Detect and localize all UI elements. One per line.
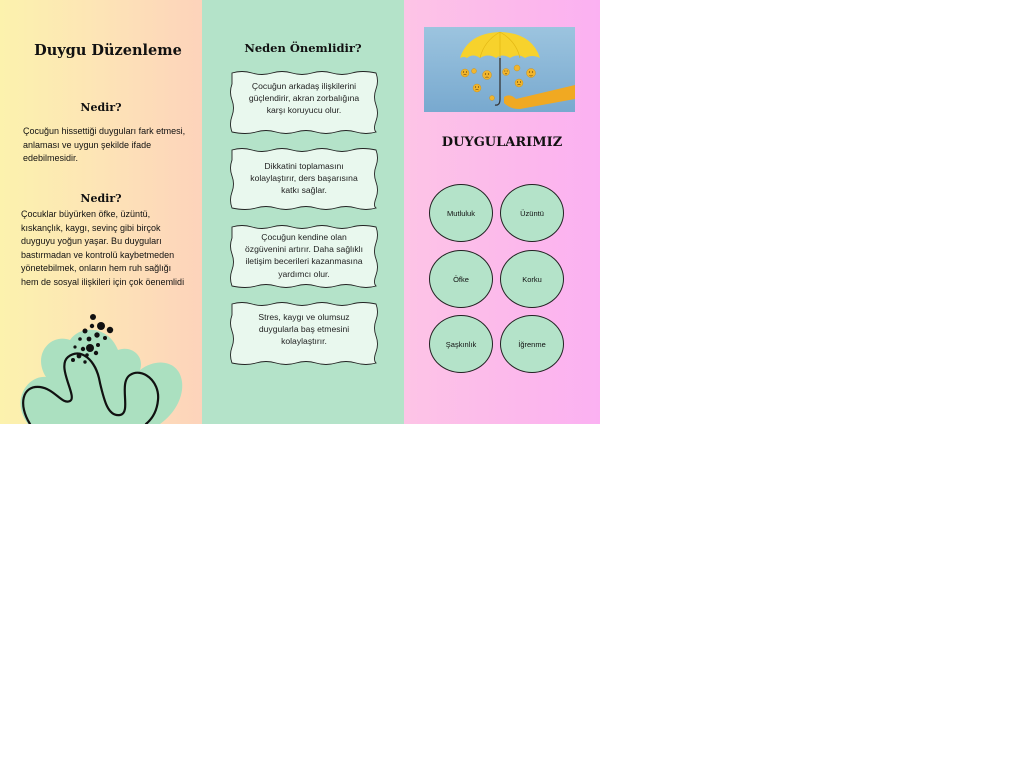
card-text: Çocuğun arkadaş ilişkilerini güçlendirir, akran zorbalığına karşı koruyucu olur. <box>248 81 360 116</box>
importance-card <box>228 146 380 212</box>
importance-title: Neden Önemlidir? <box>244 41 362 55</box>
trifold-brochure <box>0 0 600 424</box>
panel-importance <box>202 0 404 424</box>
emotion-circle-sadness: Üzüntü <box>500 184 564 242</box>
card-text: Dikkatini toplamasını kolaylaştırır, ders başarısına katkı sağlar. <box>250 161 358 196</box>
leaf-decoration-icon <box>0 305 202 424</box>
emotions-title: DUYGULARIMIZ <box>441 135 563 150</box>
umbrella-emoji-photo-icon <box>424 27 575 112</box>
brochure-title: Duygu Düzenleme <box>34 42 182 59</box>
emotion-circle-anger: Öfke <box>429 250 493 308</box>
emotion-circle-happiness: Mutluluk <box>429 184 493 242</box>
definition-paragraph: Çocuğun hissettiği duyguları fark etmesi, anlaması ve uygun şekilde ifade edebilmesidir. <box>23 126 186 163</box>
section-heading-what-2: Nedir? <box>80 192 122 205</box>
importance-card <box>228 69 380 136</box>
importance-card <box>228 223 380 290</box>
importance-card <box>228 300 380 367</box>
emotion-circle-fear: Korku <box>500 250 564 308</box>
section-heading-what: Nedir? <box>80 101 122 114</box>
emotion-circle-disgust: İğrenme <box>500 315 564 373</box>
panel-definition <box>0 0 202 424</box>
panel-emotions <box>404 0 600 424</box>
card-text: Çocuğun kendine olan özgüvenini artırır. Daha sağlıklı iletişim becerileri kazanmasına yardımcı olur. <box>245 232 363 279</box>
emotion-circle-surprise: Şaşkınlık <box>429 315 493 373</box>
explanation-paragraph: Çocuklar büyürken öfke, üzüntü, kıskançlık, kaygı, sevinç gibi birçok duyguyu yoğun yaşar. Bu duyguları bastırmadan ve kontrolü kaybetmeden yönetebilmek, onların hem ruh sağlığı hem de sosyal ilişkileri için çok öenemlidi <box>21 209 185 287</box>
card-text: Stres, kaygı ve olumsuz duygularla baş etmesini kolaylaştırır. <box>258 312 350 347</box>
